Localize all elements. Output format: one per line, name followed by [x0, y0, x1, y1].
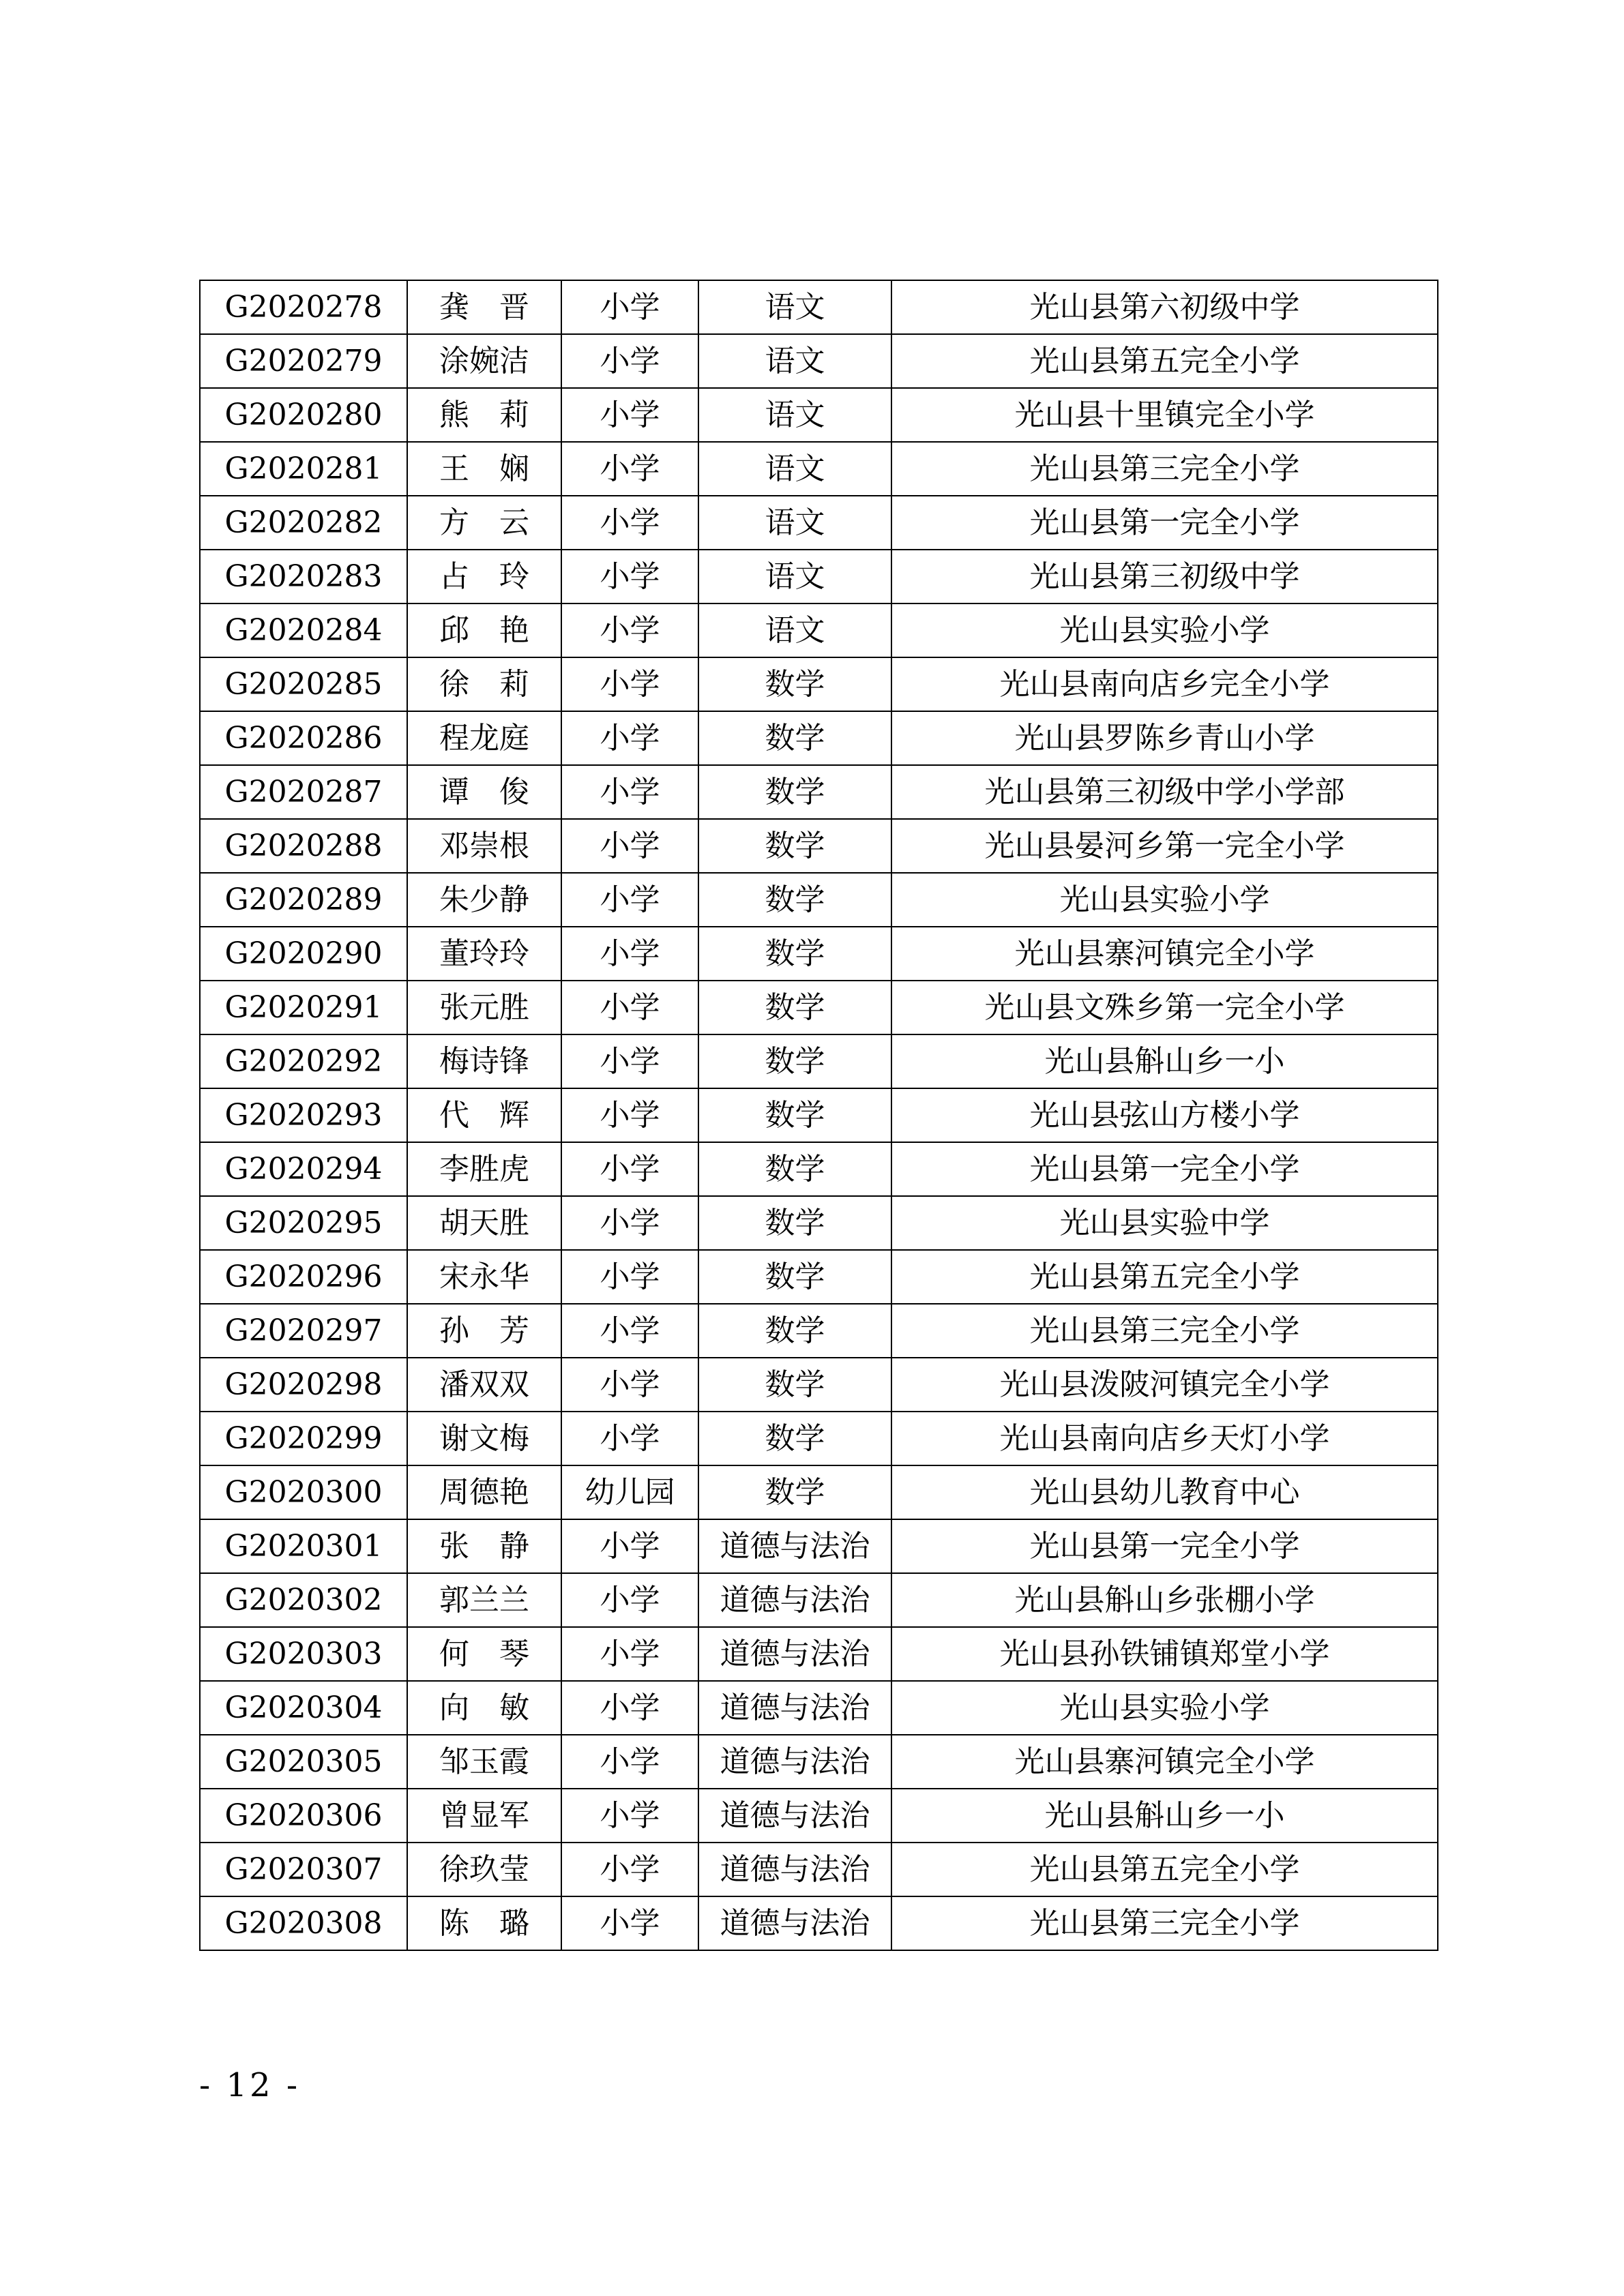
teacher-name-cell: 宋永华 [407, 1250, 561, 1304]
certificate-number-cell: G2020291 [200, 981, 407, 1034]
certificate-number-cell: G2020282 [200, 496, 407, 550]
school-name-cell: 光山县斛山乡张棚小学 [891, 1573, 1438, 1627]
teacher-name-cell: 孙 芳 [407, 1304, 561, 1358]
school-name-cell: 光山县第三完全小学 [891, 1896, 1438, 1950]
certificate-number-cell: G2020281 [200, 442, 407, 496]
school-stage-cell: 小学 [561, 603, 698, 657]
school-name-cell: 光山县寨河镇完全小学 [891, 1735, 1438, 1789]
school-stage-cell: 小学 [561, 496, 698, 550]
teacher-name-cell: 王 娴 [407, 442, 561, 496]
table-row [200, 1519, 1438, 1573]
table-row [200, 711, 1438, 765]
table-row [200, 496, 1438, 550]
school-name-cell: 光山县第三初级中学小学部 [891, 765, 1438, 819]
school-stage-cell: 小学 [561, 1250, 698, 1304]
teacher-name-cell: 潘双双 [407, 1358, 561, 1412]
table-row [200, 873, 1438, 927]
school-stage-cell: 小学 [561, 1519, 698, 1573]
teacher-name-cell: 程龙庭 [407, 711, 561, 765]
certificate-number-cell: G2020302 [200, 1573, 407, 1627]
school-stage-cell: 小学 [561, 711, 698, 765]
table-row [200, 1681, 1438, 1735]
school-name-cell: 光山县弦山方楼小学 [891, 1088, 1438, 1142]
school-name-cell: 光山县第一完全小学 [891, 496, 1438, 550]
school-name-cell: 光山县晏河乡第一完全小学 [891, 819, 1438, 873]
school-name-cell: 光山县第五完全小学 [891, 334, 1438, 388]
school-stage-cell: 幼儿园 [561, 1465, 698, 1519]
school-name-cell: 光山县实验小学 [891, 873, 1438, 927]
school-stage-cell: 小学 [561, 1304, 698, 1358]
table-row [200, 550, 1438, 603]
school-stage-cell: 小学 [561, 442, 698, 496]
certificate-number-cell: G2020279 [200, 334, 407, 388]
teacher-name-cell: 李胜虎 [407, 1142, 561, 1196]
table-row [200, 1304, 1438, 1358]
table-row [200, 442, 1438, 496]
school-stage-cell: 小学 [561, 927, 698, 981]
certificate-number-cell: G2020285 [200, 657, 407, 711]
subject-cell: 数学 [698, 711, 891, 765]
school-stage-cell: 小学 [561, 1735, 698, 1789]
school-name-cell: 光山县实验小学 [891, 603, 1438, 657]
certificate-number-cell: G2020295 [200, 1196, 407, 1250]
school-stage-cell: 小学 [561, 1789, 698, 1843]
subject-cell: 道德与法治 [698, 1627, 891, 1681]
subject-cell: 道德与法治 [698, 1843, 891, 1896]
school-stage-cell: 小学 [561, 1358, 698, 1412]
subject-cell: 数学 [698, 1358, 891, 1412]
subject-cell: 数学 [698, 873, 891, 927]
certificate-number-cell: G2020292 [200, 1034, 407, 1088]
certificate-number-cell: G2020284 [200, 603, 407, 657]
subject-cell: 数学 [698, 1465, 891, 1519]
teacher-name-cell: 邱 艳 [407, 603, 561, 657]
school-stage-cell: 小学 [561, 1681, 698, 1735]
teacher-name-cell: 徐 莉 [407, 657, 561, 711]
school-name-cell: 光山县罗陈乡青山小学 [891, 711, 1438, 765]
teacher-name-cell: 梅诗锋 [407, 1034, 561, 1088]
table-row [200, 1573, 1438, 1627]
certificate-number-cell: G2020297 [200, 1304, 407, 1358]
school-stage-cell: 小学 [561, 1843, 698, 1896]
certificate-number-cell: G2020280 [200, 388, 407, 442]
school-stage-cell: 小学 [561, 280, 698, 334]
school-stage-cell: 小学 [561, 1196, 698, 1250]
teacher-name-cell: 朱少静 [407, 873, 561, 927]
certificate-number-cell: G2020304 [200, 1681, 407, 1735]
teacher-name-cell: 占 玲 [407, 550, 561, 603]
table-row [200, 1034, 1438, 1088]
table-row [200, 1142, 1438, 1196]
subject-cell: 数学 [698, 927, 891, 981]
subject-cell: 数学 [698, 1088, 891, 1142]
subject-cell: 数学 [698, 1412, 891, 1465]
table-row [200, 1250, 1438, 1304]
certificate-number-cell: G2020299 [200, 1412, 407, 1465]
school-stage-cell: 小学 [561, 981, 698, 1034]
teacher-roster-table [199, 280, 1438, 1951]
teacher-name-cell: 熊 莉 [407, 388, 561, 442]
school-name-cell: 光山县十里镇完全小学 [891, 388, 1438, 442]
school-name-cell: 光山县孙铁铺镇郑堂小学 [891, 1627, 1438, 1681]
subject-cell: 数学 [698, 1034, 891, 1088]
certificate-number-cell: G2020287 [200, 765, 407, 819]
teacher-name-cell: 邹玉霞 [407, 1735, 561, 1789]
teacher-name-cell: 陈 璐 [407, 1896, 561, 1950]
certificate-number-cell: G2020298 [200, 1358, 407, 1412]
table-row [200, 819, 1438, 873]
school-name-cell: 光山县南向店乡完全小学 [891, 657, 1438, 711]
school-name-cell: 光山县第一完全小学 [891, 1142, 1438, 1196]
subject-cell: 道德与法治 [698, 1789, 891, 1843]
certificate-number-cell: G2020303 [200, 1627, 407, 1681]
table-row [200, 1789, 1438, 1843]
teacher-name-cell: 周德艳 [407, 1465, 561, 1519]
teacher-name-cell: 徐玖莹 [407, 1843, 561, 1896]
teacher-name-cell: 张元胜 [407, 981, 561, 1034]
school-stage-cell: 小学 [561, 1088, 698, 1142]
teacher-name-cell: 何 琴 [407, 1627, 561, 1681]
school-stage-cell: 小学 [561, 819, 698, 873]
table-row [200, 1896, 1438, 1950]
teacher-name-cell: 胡天胜 [407, 1196, 561, 1250]
certificate-number-cell: G2020288 [200, 819, 407, 873]
school-stage-cell: 小学 [561, 1412, 698, 1465]
subject-cell: 数学 [698, 1196, 891, 1250]
school-stage-cell: 小学 [561, 1896, 698, 1950]
school-stage-cell: 小学 [561, 550, 698, 603]
teacher-name-cell: 张 静 [407, 1519, 561, 1573]
school-name-cell: 光山县南向店乡天灯小学 [891, 1412, 1438, 1465]
school-name-cell: 光山县第六初级中学 [891, 280, 1438, 334]
table-row [200, 1735, 1438, 1789]
teacher-name-cell: 曾显军 [407, 1789, 561, 1843]
certificate-number-cell: G2020307 [200, 1843, 407, 1896]
school-name-cell: 光山县斛山乡一小 [891, 1034, 1438, 1088]
table-row [200, 334, 1438, 388]
certificate-number-cell: G2020294 [200, 1142, 407, 1196]
subject-cell: 道德与法治 [698, 1896, 891, 1950]
subject-cell: 语文 [698, 280, 891, 334]
table-row [200, 1465, 1438, 1519]
certificate-number-cell: G2020306 [200, 1789, 407, 1843]
school-stage-cell: 小学 [561, 1573, 698, 1627]
certificate-number-cell: G2020289 [200, 873, 407, 927]
subject-cell: 语文 [698, 442, 891, 496]
table-row [200, 1627, 1438, 1681]
subject-cell: 道德与法治 [698, 1681, 891, 1735]
table-row [200, 603, 1438, 657]
subject-cell: 语文 [698, 388, 891, 442]
certificate-number-cell: G2020290 [200, 927, 407, 981]
table-row [200, 927, 1438, 981]
subject-cell: 数学 [698, 1250, 891, 1304]
school-stage-cell: 小学 [561, 334, 698, 388]
teacher-name-cell: 郭兰兰 [407, 1573, 561, 1627]
certificate-number-cell: G2020305 [200, 1735, 407, 1789]
subject-cell: 语文 [698, 334, 891, 388]
table-row [200, 1412, 1438, 1465]
teacher-name-cell: 向 敏 [407, 1681, 561, 1735]
table-row [200, 1196, 1438, 1250]
subject-cell: 道德与法治 [698, 1519, 891, 1573]
school-name-cell: 光山县第三完全小学 [891, 442, 1438, 496]
table-row [200, 657, 1438, 711]
table-row [200, 981, 1438, 1034]
teacher-name-cell: 邓崇根 [407, 819, 561, 873]
school-name-cell: 光山县第三完全小学 [891, 1304, 1438, 1358]
certificate-number-cell: G2020296 [200, 1250, 407, 1304]
roster-table-body [200, 280, 1438, 1950]
school-name-cell: 光山县第五完全小学 [891, 1843, 1438, 1896]
school-name-cell: 光山县寨河镇完全小学 [891, 927, 1438, 981]
school-stage-cell: 小学 [561, 657, 698, 711]
teacher-name-cell: 方 云 [407, 496, 561, 550]
subject-cell: 道德与法治 [698, 1735, 891, 1789]
subject-cell: 道德与法治 [698, 1573, 891, 1627]
certificate-number-cell: G2020308 [200, 1896, 407, 1950]
school-stage-cell: 小学 [561, 388, 698, 442]
school-name-cell: 光山县实验小学 [891, 1681, 1438, 1735]
table-row [200, 765, 1438, 819]
certificate-number-cell: G2020301 [200, 1519, 407, 1573]
school-name-cell: 光山县实验中学 [891, 1196, 1438, 1250]
table-row [200, 280, 1438, 334]
school-name-cell: 光山县斛山乡一小 [891, 1789, 1438, 1843]
school-name-cell: 光山县幼儿教育中心 [891, 1465, 1438, 1519]
table-row [200, 388, 1438, 442]
teacher-name-cell: 谭 俊 [407, 765, 561, 819]
school-stage-cell: 小学 [561, 873, 698, 927]
teacher-name-cell: 代 辉 [407, 1088, 561, 1142]
certificate-number-cell: G2020283 [200, 550, 407, 603]
school-name-cell: 光山县文殊乡第一完全小学 [891, 981, 1438, 1034]
subject-cell: 数学 [698, 765, 891, 819]
teacher-name-cell: 龚 晋 [407, 280, 561, 334]
certificate-number-cell: G2020293 [200, 1088, 407, 1142]
teacher-name-cell: 谢文梅 [407, 1412, 561, 1465]
subject-cell: 数学 [698, 981, 891, 1034]
table-row [200, 1358, 1438, 1412]
teacher-name-cell: 董玲玲 [407, 927, 561, 981]
certificate-number-cell: G2020300 [200, 1465, 407, 1519]
subject-cell: 语文 [698, 550, 891, 603]
school-stage-cell: 小学 [561, 1034, 698, 1088]
page-number: - 12 - [199, 2066, 301, 2104]
subject-cell: 数学 [698, 819, 891, 873]
subject-cell: 语文 [698, 603, 891, 657]
subject-cell: 数学 [698, 1304, 891, 1358]
school-name-cell: 光山县第一完全小学 [891, 1519, 1438, 1573]
subject-cell: 数学 [698, 657, 891, 711]
certificate-number-cell: G2020286 [200, 711, 407, 765]
school-stage-cell: 小学 [561, 1142, 698, 1196]
teacher-name-cell: 涂婉洁 [407, 334, 561, 388]
school-stage-cell: 小学 [561, 765, 698, 819]
table-row [200, 1088, 1438, 1142]
certificate-number-cell: G2020278 [200, 280, 407, 334]
school-name-cell: 光山县第三初级中学 [891, 550, 1438, 603]
school-name-cell: 光山县第五完全小学 [891, 1250, 1438, 1304]
subject-cell: 数学 [698, 1142, 891, 1196]
table-row [200, 1843, 1438, 1896]
subject-cell: 语文 [698, 496, 891, 550]
school-name-cell: 光山县泼陂河镇完全小学 [891, 1358, 1438, 1412]
school-stage-cell: 小学 [561, 1627, 698, 1681]
